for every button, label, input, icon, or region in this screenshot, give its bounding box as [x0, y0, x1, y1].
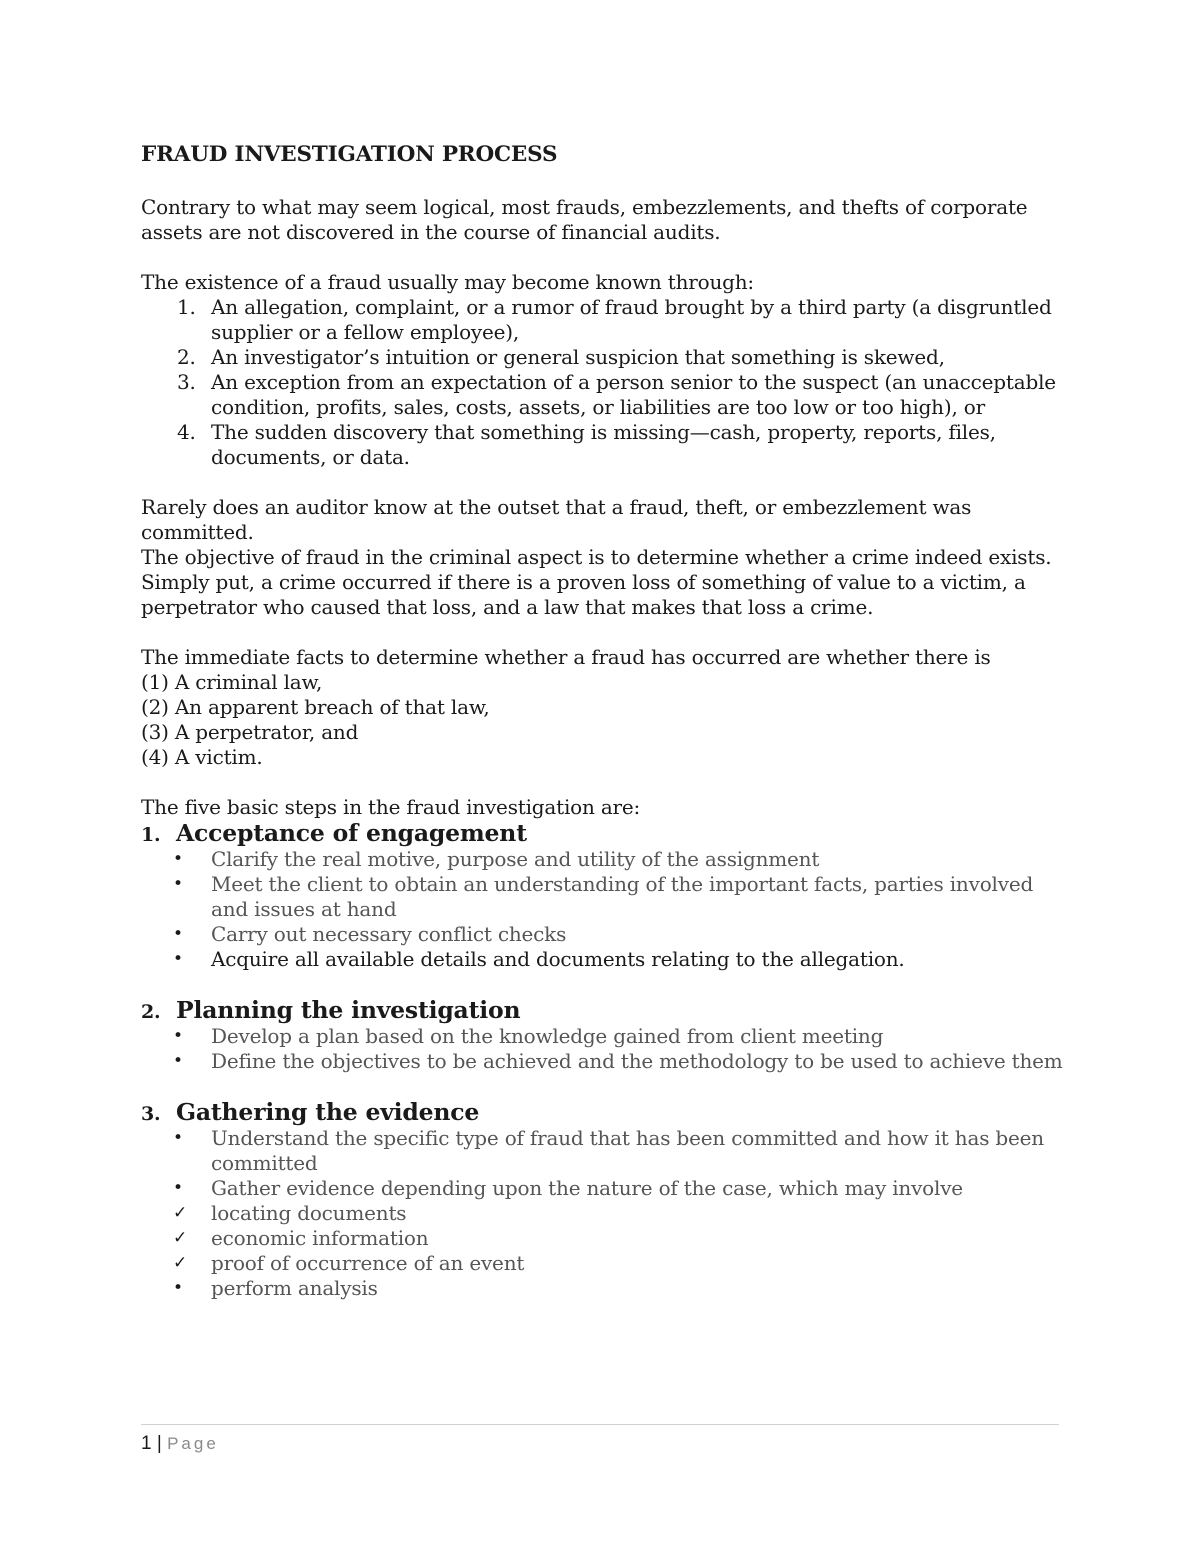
list-item-text: perform analysis	[211, 1276, 378, 1300]
step-title: Gathering the evidence	[176, 1098, 480, 1126]
list-item	[141, 1049, 1063, 1074]
bullet-icon: •	[173, 1178, 183, 1198]
checkmark-icon: ✓	[173, 1253, 188, 1273]
page-footer	[141, 1424, 1059, 1455]
list-item-text: Meet the client to obtain an understanding of the important facts, parties involved and issues at hand	[211, 872, 1034, 921]
list-item-text: The sudden discovery that something is missing—cash, property, reports, files, documents, or data.	[211, 420, 996, 469]
list-item-text: An investigator’s intuition or general suspicion that something is skewed,	[211, 345, 945, 369]
step-3-list	[141, 1126, 1063, 1301]
bullet-icon: •	[173, 1278, 183, 1298]
list-item-text: economic information	[211, 1226, 429, 1250]
step-number: 1.	[141, 824, 161, 846]
checkmark-icon: ✓	[173, 1228, 188, 1248]
list-item: (4) A victim.	[141, 745, 263, 769]
rarely-paragraph: Rarely does an auditor know at the outset that a fraud, theft, or embezzlement was committed.	[141, 495, 972, 544]
existence-lead: The existence of a fraud usually may become known through:	[141, 270, 754, 294]
list-item-text: locating documents	[211, 1201, 407, 1225]
step-title: Planning the investigation	[176, 996, 521, 1024]
list-item-text: Understand the specific type of fraud that has been committed and how it has been committed	[211, 1126, 1044, 1175]
list-item-text: Carry out necessary conflict checks	[211, 922, 567, 946]
page-number: 1	[141, 1433, 152, 1454]
list-item	[141, 1251, 1063, 1276]
list-number: 3.	[177, 370, 196, 394]
objective-paragraph: The objective of fraud in the criminal aspect is to determine whether a crime indeed exists. Simply put, a crime occurred if there is a proven loss of something of value to a victim, a perpetrator who caused that loss, and a law that makes that loss a crime.	[141, 545, 1052, 619]
list-item-text: Develop a plan based on the knowledge gained from client meeting	[211, 1024, 884, 1048]
list-item	[141, 1024, 1063, 1049]
step-heading-planning	[141, 997, 1063, 1024]
step-number: 2.	[141, 1001, 161, 1023]
list-item	[141, 872, 1063, 922]
list-item	[141, 1201, 1063, 1226]
list-item	[141, 847, 1063, 872]
step-1-list	[141, 847, 1063, 972]
list-item	[141, 1276, 1063, 1301]
existence-list	[141, 295, 1063, 470]
list-item	[141, 1126, 1063, 1176]
step-2-list	[141, 1024, 1063, 1074]
list-item-text: Clarify the real motive, purpose and utility of the assignment	[211, 847, 820, 871]
list-item	[141, 370, 1063, 420]
list-item	[141, 1176, 1063, 1201]
list-item: (3) A perpetrator, and	[141, 720, 359, 744]
list-item-text: An allegation, complaint, or a rumor of fraud brought by a third party (a disgruntled supplier or a fellow employee),	[211, 295, 1052, 344]
list-item	[141, 420, 1063, 470]
list-item	[141, 295, 1063, 345]
list-item: (1) A criminal law,	[141, 670, 323, 694]
checkmark-icon: ✓	[173, 1203, 188, 1223]
bullet-icon: •	[173, 849, 183, 869]
bullet-icon: •	[173, 1128, 183, 1148]
step-number: 3.	[141, 1103, 161, 1125]
bullet-icon: •	[173, 924, 183, 944]
list-number: 1.	[177, 295, 196, 319]
list-item-text: Acquire all available details and documents relating to the allegation.	[211, 947, 905, 971]
list-number: 4.	[177, 420, 196, 444]
list-number: 2.	[177, 345, 196, 369]
list-item	[141, 1226, 1063, 1251]
bullet-icon: •	[173, 1026, 183, 1046]
list-item	[141, 922, 1063, 947]
list-item: (2) An apparent breach of that law,	[141, 695, 490, 719]
immediate-lead: The immediate facts to determine whether a fraud has occurred are whether there is	[141, 645, 991, 669]
list-item-text: Define the objectives to be achieved and the methodology to be used to achieve them	[211, 1049, 1063, 1073]
list-item	[141, 947, 1063, 972]
page-label: Page	[167, 1434, 219, 1453]
bullet-icon: •	[173, 1051, 183, 1071]
document-title: FRAUD INVESTIGATION PROCESS	[141, 142, 558, 167]
bullet-icon: •	[173, 949, 183, 969]
document-body	[141, 141, 1063, 1301]
bullet-icon: •	[173, 874, 183, 894]
step-heading-acceptance	[141, 820, 1063, 847]
list-item-text: proof of occurrence of an event	[211, 1251, 525, 1275]
list-item-text: An exception from an expectation of a person senior to the suspect (an unacceptable condition, profits, sales, costs, assets, or liabilities are too low or too high), or	[211, 370, 1056, 419]
step-title: Acceptance of engagement	[176, 819, 527, 847]
footer-separator: |	[156, 1433, 162, 1454]
list-item	[141, 345, 1063, 370]
step-heading-gathering	[141, 1099, 1063, 1126]
list-item-text: Gather evidence depending upon the nature of the case, which may involve	[211, 1176, 963, 1200]
immediate-facts-list	[141, 670, 1063, 770]
steps-lead: The five basic steps in the fraud investigation are:	[141, 795, 641, 819]
intro-paragraph: Contrary to what may seem logical, most frauds, embezzlements, and thefts of corporate assets are not discovered in the course of financial audits.	[141, 195, 1028, 244]
